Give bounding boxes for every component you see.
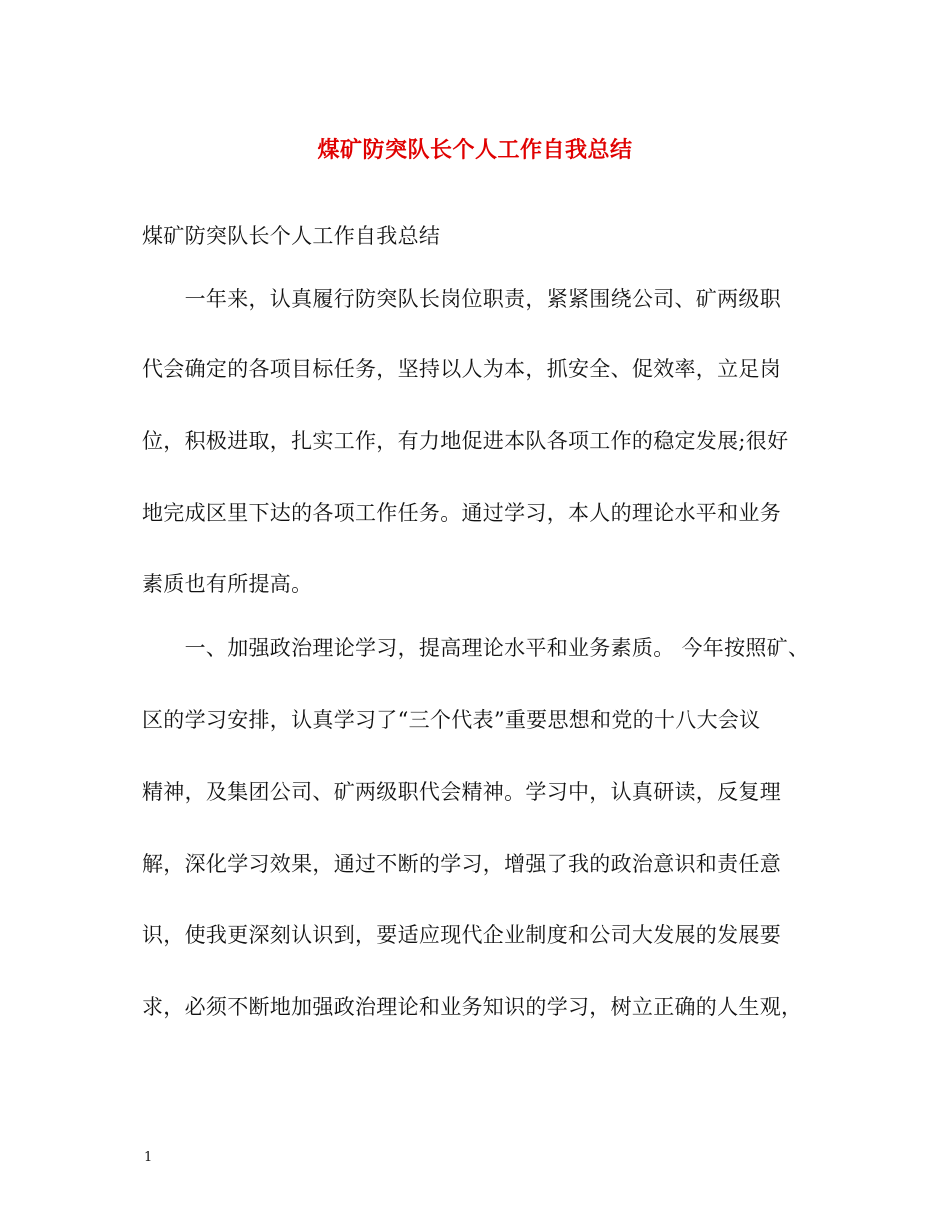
body-line: 一年来，认真履行防突队长岗位职责，紧紧围绕公司、矿两级职 (142, 287, 781, 311)
body-line: 精神，及集团公司、矿两级职代会精神。学习中，认真研读，反复理 (142, 780, 781, 804)
body-line: 地完成区里下达的各项工作任务。通过学习，本人的理论水平和业务 (142, 501, 781, 525)
page-number: 1 (144, 1150, 153, 1165)
document-title: 煤矿防突队长个人工作自我总结 (317, 137, 633, 163)
body-line: 素质也有所提高。 (142, 572, 313, 596)
body-line: 位，积极进取，扎实工作，有力地促进本队各项工作的稳定发展;很好 (142, 429, 789, 453)
body-line: 代会确定的各项目标任务，坚持以人为本，抓安全、促效率，立足岗 (142, 357, 781, 381)
body-line: 一、加强政治理论学习，提高理论水平和业务素质。 今年按照矿、 (142, 636, 810, 660)
body-line: 解，深化学习效果，通过不断的学习，增强了我的政治意识和责任意 (142, 852, 781, 876)
body-line: 求，必须不断地加强政治理论和业务知识的学习，树立正确的人生观， (142, 995, 803, 1019)
document-subtitle: 煤矿防突队长个人工作自我总结 (142, 224, 441, 248)
body-line: 识，使我更深刻认识到，要适应现代企业制度和公司大发展的发展要 (142, 923, 781, 947)
body-line: 区的学习安排，认真学习了“三个代表”重要思想和党的十八大会议 (142, 708, 761, 732)
